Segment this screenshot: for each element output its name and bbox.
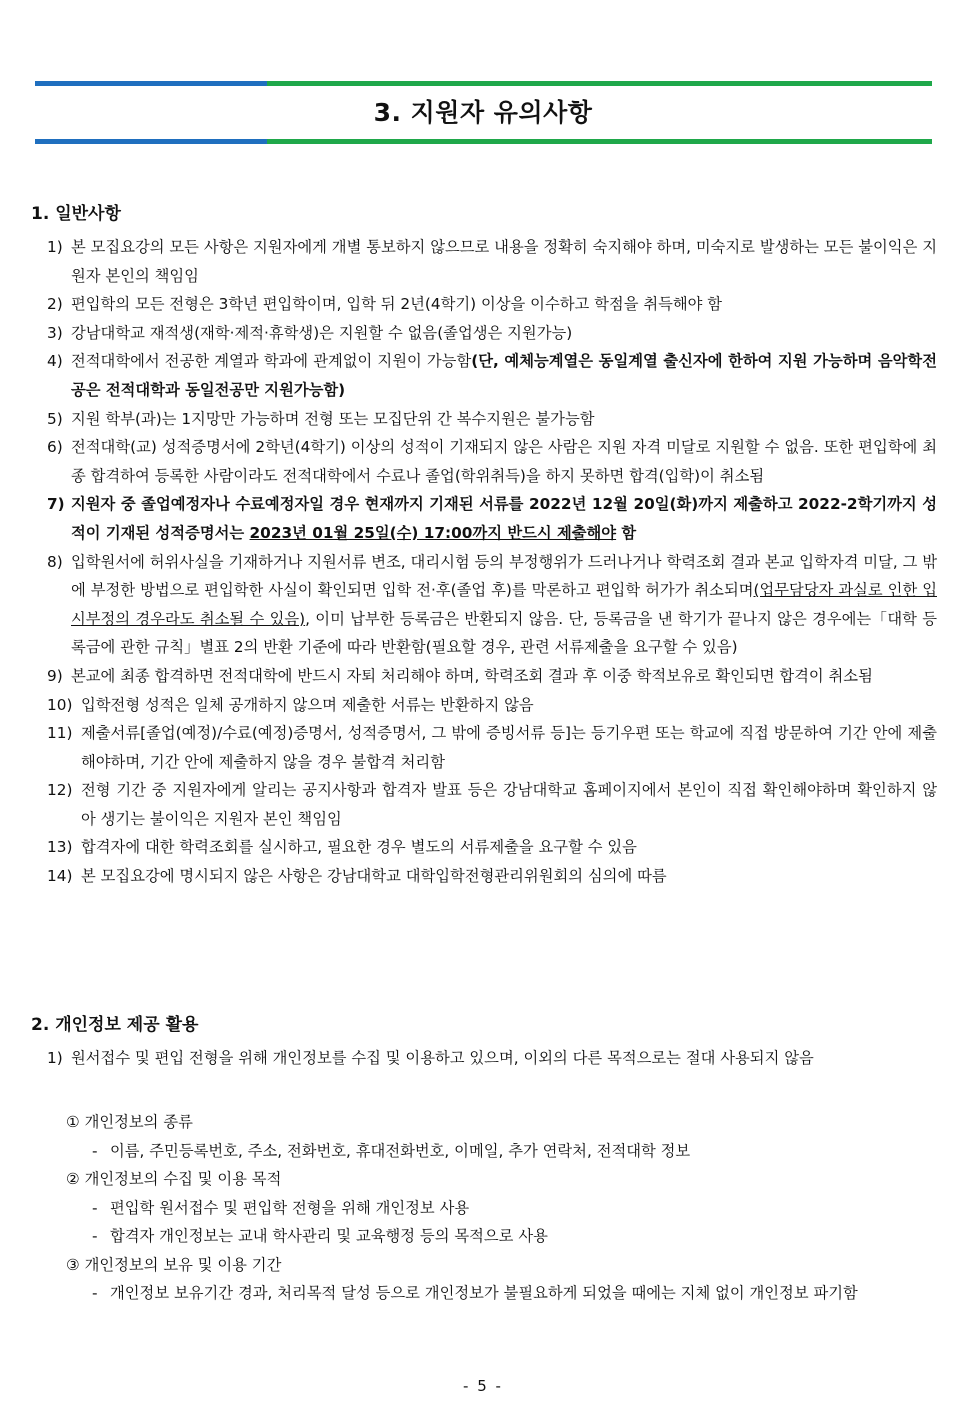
bottom-divider [35,139,932,144]
list-item: 5) 지원 학부(과)는 1지망만 가능하며 전형 또는 모집단위 간 복수지원은 불가능함 [47,409,595,428]
privacy-bullet: - 편입학 원서접수 및 편입학 전형을 위해 개인정보 사용 [92,1199,470,1217]
list-item: 2) 편입학의 모든 전형은 3학년 편입학이며, 입학 뒤 2년(4학기) 이상을 이수하고 학점을 취득해야 함 [47,295,723,314]
privacy-subheading-types: ① 개인정보의 종류 [66,1113,193,1131]
list-item: 11) 제출서류[졸업(예정)/수료(예정)증명서, 성적증명서, 그 밖에 증빙서류 등]는 등기우편 또는 학교에 직접 방문하여 기간 안에 제출해야하며, 기간 안에 제출하지 않을 경우 불합격 처리함 [47,724,937,771]
section-heading-general: 1. 일반사항 [31,204,121,224]
list-item: 4) 전적대학에서 전공한 계열과 학과에 관계없이 지원이 가능함(단, 예체능계열은 동일계열 출신자에 한하여 지원 가능하며 음악학전공은 전적대학과 동일전공만 지원가능함) [47,352,937,399]
page-title: 3. 지원자 유의사항 [373,98,593,127]
top-divider [35,81,932,86]
list-item: 14) 본 모집요강에 명시되지 않은 사항은 강남대학교 대학입학전형관리위원회의 심의에 따름 [47,867,667,886]
list-item: 1) 원서접수 및 편입 전형을 위해 개인정보를 수집 및 이용하고 있으며, 이외의 다른 목적으로는 절대 사용되지 않음 [47,1049,814,1067]
privacy-items-list [47,1043,937,1074]
page-number: - 5 - [463,1377,503,1395]
list-item: 10) 입학전형 성적은 일체 공개하지 않으며 제출한 서류는 반환하지 않음 [47,695,534,714]
list-item: 12) 전형 기간 중 지원자에게 알리는 공지사항과 합격자 발표 등은 강남대학교 홈페이지에서 본인이 직접 확인해야하며 확인하지 않아 생기는 불이익은 지원자 본인 책임임 [47,781,937,828]
list-item: 13) 합격자에 대한 학력조회를 실시하고, 필요한 경우 별도의 서류제출을 요구할 수 있음 [47,838,637,857]
section-heading-privacy: 2. 개인정보 제공 활용 [31,1015,199,1035]
privacy-subheading-retention: ③ 개인정보의 보유 및 이용 기간 [66,1256,282,1274]
list-item: 7) 지원자 중 졸업예정자나 수료예정자일 경우 현재까지 기재된 서류를 2022년 12월 20일(화)까지 제출하고 2022-2학기까지 성적이 기재된 성적증명서는 2023년 01월 25일(수) 17:00까지 반드시 제출해야 함 [47,495,937,542]
list-item: 1) 본 모집요강의 모든 사항은 지원자에게 개별 통보하지 않으므로 내용을 정확히 숙지해야 하며, 미숙지로 발생하는 모든 불이익은 지원자 본인의 책임임 [47,238,937,285]
privacy-bullet: - 이름, 주민등록번호, 주소, 전화번호, 휴대전화번호, 이메일, 추가 연락처, 전적대학 정보 [92,1142,691,1160]
list-item: 9) 본교에 최종 합격하면 전적대학에 반드시 자퇴 처리해야 하며, 학력조회 결과 후 이중 학적보유로 확인되면 합격이 취소됨 [47,666,873,685]
list-item: 6) 전적대학(교) 성적증명서에 2학년(4학기) 이상의 성적이 기재되지 않은 사람은 지원 자격 미달로 지원할 수 없음. 또한 편입학에 최종 합격하여 등록한 사람이라도 전적대학에서 수료나 졸업(학위취득)을 하지 못하면 합격(입학)이 취소됨 [47,438,937,485]
privacy-subheading-purpose: ② 개인정보의 수집 및 이용 목적 [66,1170,282,1188]
privacy-bullet: - 합격자 개인정보는 교내 학사관리 및 교육행정 등의 목적으로 사용 [92,1227,548,1245]
list-item: 3) 강남대학교 재적생(재학·제적·휴학생)은 지원할 수 없음(졸업생은 지원가능) [47,323,573,342]
list-item: 8) 입학원서에 허위사실을 기재하거나 지원서류 변조, 대리시험 등의 부정행위가 드러나거나 학력조회 결과 본교 입학자격 미달, 그 밖에 부정한 방법으로 편입학한 사실이 확인되면 입학 전·후(졸업 후)를 막론하고 편입학 허가가 취소되며(업무담당자 과실로 인한 입시부정의 경우라도 취소될 수 있음), 이미 납부한 등록금은 반환되지 않음. 단, 등록금을 낸 학기가 끝나지 않은 경우에는「대학 등록금에 관한 규칙」별표 2의 반환 기준에 따라 반환함(필요할 경우, 관련 서류제출을 요구할 수 있음) [47,552,938,657]
general-items-list [47,233,937,891]
privacy-bullet: - 개인정보 보유기간 경과, 처리목적 달성 등으로 개인정보가 불필요하게 되었을 때에는 지체 없이 개인정보 파기함 [92,1284,858,1302]
